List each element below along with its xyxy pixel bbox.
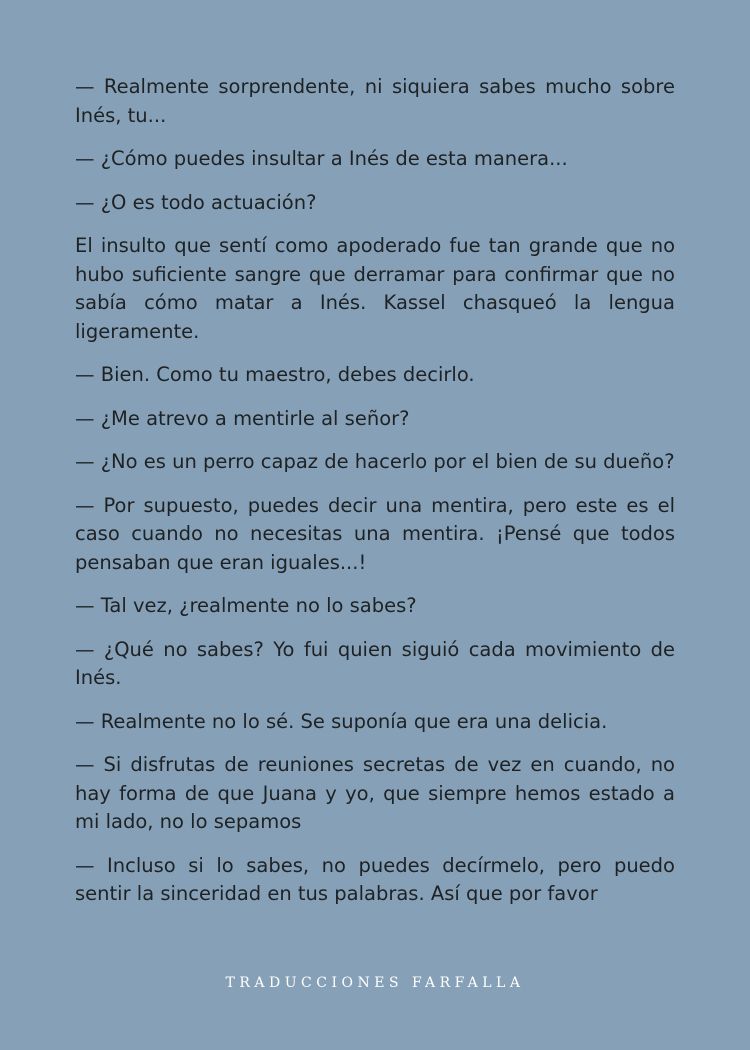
- paragraph: — Incluso si lo sabes, no puedes decírmelo, pero puedo sentir la sinceridad en tus palabras. Así que por favor: [75, 853, 675, 905]
- paragraph: El insulto que sentí como apoderado fue tan grande que no hubo suficiente sangre que derramar para confirmar que no sabía cómo matar a Inés. Kassel chasqueó la lengua ligeramente.: [75, 234, 675, 343]
- body-text: [75, 73, 675, 924]
- paragraph: — Por supuesto, puedes decir una mentira, pero este es el caso cuando no necesitas una mentira. ¡Pensé que todos pensaban que eran iguales...!: [75, 493, 675, 574]
- paragraph: — ¿Qué no sabes? Yo fui quien siguió cada movimiento de Inés.: [75, 637, 675, 689]
- footer-text: TRADUCCIONES FARFALLA: [225, 975, 525, 991]
- paragraph: — ¿O es todo actuación?: [75, 190, 317, 214]
- paragraph: — ¿Me atrevo a mentirle al señor?: [75, 406, 410, 430]
- paragraph: — Bien. Como tu maestro, debes decirlo.: [75, 363, 475, 386]
- footer-credit: [0, 975, 750, 991]
- paragraph: — Si disfrutas de reuniones secretas de vez en cuando, no hay forma de que Juana y yo, que siempre hemos estado a mi lado, no lo sepamos: [75, 753, 675, 833]
- paragraph: — Realmente sorprendente, ni siquiera sabes mucho sobre Inés, tu...: [75, 75, 675, 127]
- paragraph: — ¿No es un perro capaz de hacerlo por el bien de su dueño?: [75, 450, 675, 473]
- paragraph: — Tal vez, ¿realmente no lo sabes?: [75, 594, 417, 617]
- paragraph: — Realmente no lo sé. Se suponía que era una delicia.: [75, 709, 608, 733]
- paragraph: — ¿Cómo puedes insultar a Inés de esta manera...: [75, 147, 568, 170]
